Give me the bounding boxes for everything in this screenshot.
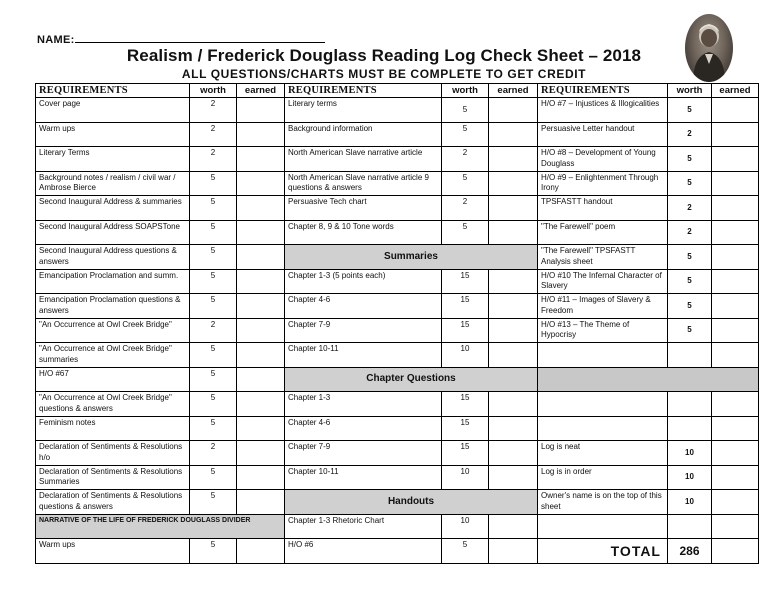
earned-cell[interactable] — [712, 490, 759, 515]
earned-cell[interactable] — [237, 294, 285, 319]
worth-cell: 2 — [190, 147, 237, 172]
worth-cell: 10 — [442, 465, 489, 490]
table-row — [36, 490, 759, 515]
earned-cell[interactable] — [489, 294, 538, 319]
worth-cell: 15 — [442, 269, 489, 294]
requirement-cell: Declaration of Sentiments & Resolutions questions & answers — [36, 490, 190, 515]
requirement-cell: Emancipation Proclamation questions & answers — [36, 294, 190, 319]
table-row — [36, 343, 759, 368]
earned-cell[interactable] — [489, 441, 538, 466]
earned-cell[interactable] — [712, 171, 759, 196]
earned-cell[interactable] — [237, 147, 285, 172]
earned-cell[interactable] — [237, 441, 285, 466]
frederick-douglass-portrait — [685, 14, 733, 82]
requirement-cell: Literary terms — [285, 98, 442, 123]
worth-cell: 5 — [190, 269, 237, 294]
header-earned-2: earned — [489, 84, 538, 98]
worth-cell: 5 — [190, 490, 237, 515]
requirement-cell: Persuasive Letter handout — [538, 122, 668, 147]
requirement-cell: Warm ups — [36, 122, 190, 147]
requirement-cell: H/O #6 — [285, 539, 442, 564]
worth-cell: 10 — [442, 343, 489, 368]
earned-cell[interactable] — [489, 392, 538, 417]
earned-cell[interactable] — [489, 98, 538, 123]
worth-cell: 10 — [668, 441, 712, 466]
requirement-cell: Literary Terms — [36, 147, 190, 172]
worth-cell: 15 — [442, 392, 489, 417]
earned-cell[interactable] — [237, 539, 285, 564]
table-row — [36, 392, 759, 417]
requirement-cell: Owner's name is on the top of this sheet — [538, 490, 668, 515]
section-header: Handouts — [285, 490, 538, 515]
requirement-cell: TPSFASTT handout — [538, 196, 668, 221]
worth-cell: 2 — [442, 147, 489, 172]
table-row — [36, 367, 759, 392]
earned-cell[interactable] — [489, 416, 538, 441]
reading-log-table — [35, 83, 759, 564]
requirement-cell: "An Occurrence at Owl Creek Bridge" — [36, 318, 190, 343]
table-row — [36, 269, 759, 294]
worth-cell — [668, 392, 712, 417]
requirement-cell: Log is in order — [538, 465, 668, 490]
requirement-cell: "The Farewell" TPSFASTT Analysis sheet — [538, 245, 668, 270]
earned-cell[interactable] — [712, 343, 759, 368]
worth-cell: 5 — [190, 220, 237, 245]
worth-cell: 5 — [668, 98, 712, 123]
earned-cell[interactable] — [237, 490, 285, 515]
worth-cell: 5 — [442, 98, 489, 123]
requirement-cell: Second Inaugural Address questions & answers — [36, 245, 190, 270]
worth-cell: 5 — [668, 147, 712, 172]
table-row — [36, 147, 759, 172]
earned-cell[interactable] — [712, 318, 759, 343]
requirement-cell: NARRATIVE OF THE LIFE OF FREDERICK DOUGLASS DIVIDER — [36, 514, 285, 539]
table-row — [36, 196, 759, 221]
requirement-cell: Persuasive Tech chart — [285, 196, 442, 221]
requirement-cell: H/O #10 The Infernal Character of Slavery — [538, 269, 668, 294]
table-row — [36, 318, 759, 343]
header-earned-1: earned — [237, 84, 285, 98]
table-row — [36, 441, 759, 466]
worth-cell: 2 — [668, 220, 712, 245]
worth-cell: 15 — [442, 416, 489, 441]
requirement-cell: Chapter 7-9 — [285, 318, 442, 343]
earned-cell[interactable] — [237, 416, 285, 441]
header-worth-3: worth — [668, 84, 712, 98]
earned-cell[interactable] — [237, 98, 285, 123]
earned-cell[interactable] — [489, 343, 538, 368]
requirement-cell: H/O #67 — [36, 367, 190, 392]
earned-cell[interactable] — [489, 196, 538, 221]
section-header: Chapter Questions — [285, 367, 538, 392]
earned-cell[interactable] — [489, 318, 538, 343]
worth-cell: 2 — [668, 196, 712, 221]
worth-cell: 5 — [442, 220, 489, 245]
worth-cell: 2 — [442, 196, 489, 221]
earned-cell[interactable] — [237, 122, 285, 147]
requirement-cell: Declaration of Sentiments & Resolutions Summaries — [36, 465, 190, 490]
table-row — [36, 294, 759, 319]
requirement-cell: Cover page — [36, 98, 190, 123]
table-row — [36, 465, 759, 490]
worth-cell: 15 — [442, 441, 489, 466]
requirement-cell: Chapter 1-3 — [285, 392, 442, 417]
worth-cell: 2 — [190, 98, 237, 123]
header-requirements-2: REQUIREMENTS — [285, 84, 442, 98]
requirement-cell: Chapter 8, 9 & 10 Tone words — [285, 220, 442, 245]
earned-cell[interactable] — [712, 294, 759, 319]
table-row — [36, 514, 759, 539]
requirement-cell: "An Occurrence at Owl Creek Bridge" summaries — [36, 343, 190, 368]
worth-cell — [668, 343, 712, 368]
worth-cell — [668, 514, 712, 539]
requirement-cell: North American Slave narrative article — [285, 147, 442, 172]
table-row — [36, 171, 759, 196]
requirement-cell: H/O #7 – Injustices & Illogicalities — [538, 98, 668, 123]
requirement-cell: Declaration of Sentiments & Resolutions h/o — [36, 441, 190, 466]
requirement-cell — [538, 343, 668, 368]
header-earned-3: earned — [712, 84, 759, 98]
earned-cell[interactable] — [712, 245, 759, 270]
earned-cell[interactable] — [489, 122, 538, 147]
earned-cell[interactable] — [489, 147, 538, 172]
worth-cell: 2 — [190, 318, 237, 343]
earned-cell[interactable] — [237, 367, 285, 392]
requirement-cell: Chapter 1-3 (5 points each) — [285, 269, 442, 294]
requirement-cell: Background information — [285, 122, 442, 147]
requirement-cell — [538, 514, 668, 539]
header-worth-1: worth — [190, 84, 237, 98]
requirement-cell: Background notes / realism / civil war / Ambrose Bierce — [36, 171, 190, 196]
name-underline[interactable] — [75, 33, 325, 43]
requirement-cell: "The Farewell" poem — [538, 220, 668, 245]
earned-cell[interactable] — [237, 343, 285, 368]
earned-cell[interactable] — [712, 269, 759, 294]
worth-cell: 5 — [190, 294, 237, 319]
worth-cell: 5 — [190, 343, 237, 368]
worth-cell: 2 — [668, 122, 712, 147]
worth-cell: 5 — [190, 367, 237, 392]
earned-cell[interactable] — [237, 465, 285, 490]
worth-cell: 5 — [668, 171, 712, 196]
requirement-cell: Second Inaugural Address SOAPSTone — [36, 220, 190, 245]
earned-cell[interactable] — [712, 514, 759, 539]
requirement-cell: H/O #8 – Development of Young Douglass — [538, 147, 668, 172]
worth-cell: 15 — [442, 318, 489, 343]
worth-cell: 15 — [442, 294, 489, 319]
table-row — [36, 539, 759, 564]
page-subtitle: ALL QUESTIONS/CHARTS MUST BE COMPLETE TO GET CREDIT — [181, 67, 587, 81]
table-row — [36, 98, 759, 123]
worth-cell: 5 — [668, 245, 712, 270]
header-worth-2: worth — [442, 84, 489, 98]
earned-cell[interactable] — [489, 465, 538, 490]
requirement-cell: Chapter 4-6 — [285, 416, 442, 441]
requirement-cell: H/O #11 – Images of Slavery & Freedom — [538, 294, 668, 319]
earned-cell[interactable] — [237, 269, 285, 294]
table-row — [36, 245, 759, 270]
earned-cell[interactable] — [489, 171, 538, 196]
earned-cell[interactable] — [237, 245, 285, 270]
requirement-cell: H/O #9 – Enlightenment Through Irony — [538, 171, 668, 196]
requirement-cell: Emancipation Proclamation and summ. — [36, 269, 190, 294]
requirement-cell: Chapter 4-6 — [285, 294, 442, 319]
earned-cell[interactable] — [237, 318, 285, 343]
requirement-cell: Second Inaugural Address & summaries — [36, 196, 190, 221]
page-title: Realism / Frederick Douglass Reading Log Check Sheet – 2018 — [126, 46, 642, 65]
name-field[interactable] — [37, 33, 325, 46]
worth-cell — [668, 416, 712, 441]
worth-cell: 10 — [668, 465, 712, 490]
earned-cell[interactable] — [712, 220, 759, 245]
requirement-cell: Chapter 7-9 — [285, 441, 442, 466]
earned-cell[interactable] — [237, 392, 285, 417]
worth-cell: 10 — [668, 490, 712, 515]
earned-cell[interactable] — [489, 539, 538, 564]
shaded-cell — [538, 367, 759, 392]
requirement-cell — [538, 416, 668, 441]
worth-cell: 5 — [668, 294, 712, 319]
header-requirements-3: REQUIREMENTS — [538, 84, 668, 98]
worth-cell: 2 — [190, 122, 237, 147]
table-row — [36, 122, 759, 147]
earned-cell[interactable] — [712, 465, 759, 490]
worth-cell: 5 — [190, 465, 237, 490]
header-row — [36, 84, 759, 98]
worth-cell: 5 — [190, 392, 237, 417]
earned-cell[interactable] — [237, 220, 285, 245]
table-row — [36, 220, 759, 245]
section-header: Summaries — [285, 245, 538, 270]
earned-cell[interactable] — [237, 196, 285, 221]
table-row — [36, 416, 759, 441]
worth-cell: 5 — [190, 416, 237, 441]
requirement-cell: H/O #13 – The Theme of Hypocrisy — [538, 318, 668, 343]
requirement-cell — [538, 392, 668, 417]
requirement-cell: Warm ups — [36, 539, 190, 564]
worth-cell: 2 — [190, 441, 237, 466]
requirement-cell: North American Slave narrative article 9 questions & answers — [285, 171, 442, 196]
earned-cell[interactable] — [489, 220, 538, 245]
earned-cell[interactable] — [712, 147, 759, 172]
worth-cell: 5 — [190, 171, 237, 196]
earned-cell[interactable] — [237, 171, 285, 196]
requirement-cell: Chapter 10-11 — [285, 465, 442, 490]
requirement-cell: Chapter 1-3 Rhetoric Chart — [285, 514, 442, 539]
worth-cell: 5 — [668, 269, 712, 294]
worth-cell: 5 — [190, 539, 237, 564]
total-earned-cell[interactable] — [712, 539, 759, 564]
earned-cell[interactable] — [712, 196, 759, 221]
earned-cell[interactable] — [712, 416, 759, 441]
requirement-cell: Chapter 10-11 — [285, 343, 442, 368]
requirement-cell: Log is neat — [538, 441, 668, 466]
worth-cell: 5 — [442, 122, 489, 147]
worth-cell: 5 — [442, 171, 489, 196]
worth-cell: 5 — [190, 196, 237, 221]
header-requirements-1: REQUIREMENTS — [36, 84, 190, 98]
worth-cell: 5 — [442, 539, 489, 564]
worth-cell: 5 — [668, 318, 712, 343]
earned-cell[interactable] — [712, 392, 759, 417]
requirement-cell: Feminism notes — [36, 416, 190, 441]
total-label: TOTAL — [538, 539, 668, 564]
name-label: NAME: — [37, 34, 75, 46]
earned-cell[interactable] — [489, 514, 538, 539]
earned-cell[interactable] — [489, 269, 538, 294]
earned-cell[interactable] — [712, 441, 759, 466]
worth-cell: 10 — [442, 514, 489, 539]
earned-cell[interactable] — [712, 122, 759, 147]
earned-cell[interactable] — [712, 98, 759, 123]
worth-cell: 5 — [190, 245, 237, 270]
total-value: 286 — [668, 539, 712, 564]
requirement-cell: "An Occurrence at Owl Creek Bridge" questions & answers — [36, 392, 190, 417]
